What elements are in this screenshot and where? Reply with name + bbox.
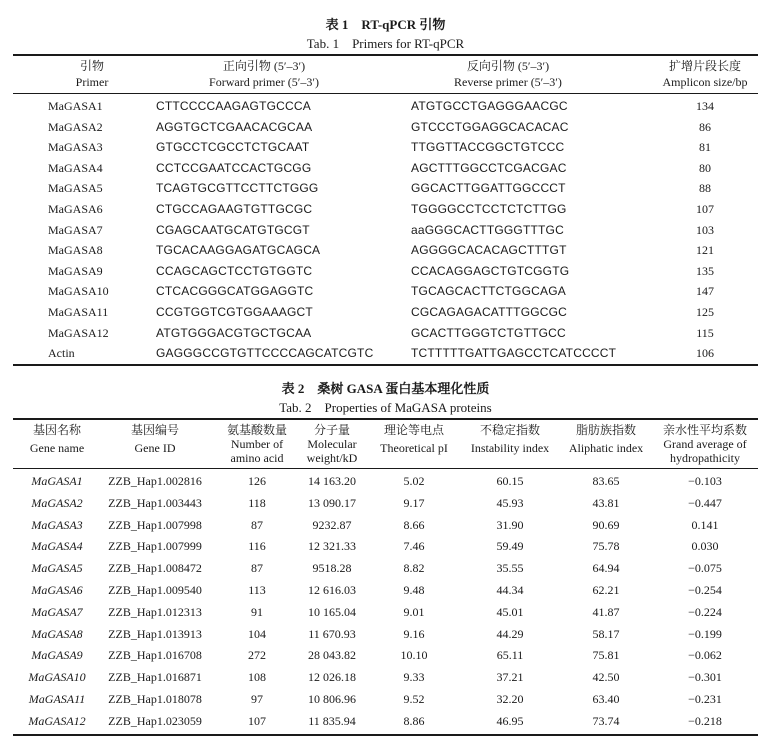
t2-cell-instability-index: 31.90 [496, 517, 524, 532]
t2-cell-amino-acid-count: 87 [251, 561, 263, 576]
t2-cell-gene-id: ZZB_Hap1.013913 [108, 626, 202, 641]
t2-cell-instability-index: 65.11 [496, 648, 524, 663]
t2-cell-gravy: 0.141 [691, 517, 719, 532]
t2-cell-aliphatic-index: 75.78 [592, 539, 620, 554]
t2-header-gravy-en2: hydropathicity [670, 451, 740, 465]
t1-cell-forward-primer: ATGTGGGACGTGCTGCAA [156, 325, 312, 340]
t2-cell-gravy: −0.062 [688, 648, 722, 663]
t1-cell-amplicon-size: 135 [696, 263, 714, 278]
t2-cell-molecular-weight: 9518.28 [312, 561, 352, 576]
t1-cell-reverse-primer: GCACTTGGGTCTGTTGCC [411, 325, 566, 340]
t2-cell-gene-name: MaGASA8 [31, 626, 83, 641]
t1-cell-primer-name: MaGASA7 [48, 222, 103, 237]
t1-header-reverse-cn: 反向引物 (5′–3′) [466, 59, 550, 73]
t2-cell-molecular-weight: 28 043.82 [308, 648, 356, 663]
t2-cell-instability-index: 37.21 [496, 670, 524, 685]
t1-cell-primer-name: MaGASA1 [48, 99, 103, 113]
t1-header-reverse-en: Reverse primer (5′–3′) [454, 75, 562, 89]
t2-cell-gene-id: ZZB_Hap1.012313 [108, 604, 202, 619]
table1-row [0, 281, 771, 303]
t2-header-gravy-cn: 亲水性平均系数 [662, 423, 748, 437]
t2-cell-molecular-weight: 12 616.03 [308, 583, 356, 597]
t2-header-instability-index-en1: Instability index [470, 441, 550, 455]
t1-cell-primer-name: MaGASA3 [48, 140, 103, 155]
t2-cell-molecular-weight: 13 090.17 [308, 495, 356, 510]
t2-cell-amino-acid-count: 116 [248, 539, 266, 554]
t2-cell-molecular-weight: 10 165.04 [308, 604, 356, 619]
t1-cell-reverse-primer: TCTTTTTGATTGAGCCTCATCCCCT [411, 346, 617, 361]
t2-cell-gravy: −0.224 [688, 604, 722, 619]
t2-cell-theoretical-pi: 8.86 [403, 713, 425, 728]
t2-cell-gene-id: ZZB_Hap1.002816 [108, 474, 202, 488]
t2-cell-aliphatic-index: 64.94 [592, 561, 620, 576]
t1-cell-reverse-primer: AGGGGCACACAGCTTTGT [411, 243, 567, 258]
t1-cell-reverse-primer: AGCTTTGGCCTCGACGAC [411, 160, 567, 175]
t2-cell-theoretical-pi: 9.33 [403, 670, 425, 685]
t1-cell-reverse-primer: CCACAGGAGCTGTCGGTG [411, 263, 570, 278]
table2-row [0, 711, 771, 733]
table2-row [0, 580, 771, 602]
table1-row [0, 96, 771, 118]
table1-row [0, 323, 771, 345]
t2-cell-gravy: −0.218 [688, 713, 722, 728]
t2-cell-aliphatic-index: 62.21 [592, 583, 620, 597]
t2-header-instability-index-cn: 不稳定指数 [479, 423, 541, 437]
t2-cell-aliphatic-index: 90.69 [592, 517, 620, 532]
t1-cell-primer-name: MaGASA4 [48, 160, 103, 175]
t1-cell-forward-primer: CTGCCAGAAGTGTTGCGC [156, 202, 313, 216]
table1-header-rule [13, 93, 758, 94]
t2-cell-amino-acid-count: 108 [248, 670, 266, 685]
t1-cell-amplicon-size: 103 [696, 222, 714, 237]
t2-cell-amino-acid-count: 118 [248, 495, 266, 510]
t2-cell-aliphatic-index: 42.50 [592, 670, 620, 685]
t1-cell-amplicon-size: 125 [696, 305, 714, 319]
t1-cell-forward-primer: TCAGTGCGTTCCTTCTGGG [156, 181, 319, 196]
t1-cell-primer-name: MaGASA5 [48, 181, 103, 196]
t1-cell-reverse-primer: CGCAGAGACATTTGGCGC [411, 305, 568, 319]
table2-caption-en: Tab. 2 Properties of MaGASA proteins [279, 400, 492, 415]
t2-header-molecular-weight-cn: 分子量 [313, 423, 351, 437]
t2-cell-amino-acid-count: 113 [248, 583, 266, 597]
table2-row [0, 558, 771, 580]
t1-cell-forward-primer: CCAGCAGCTCCTGTGGTC [156, 263, 313, 278]
t2-cell-theoretical-pi: 9.01 [403, 604, 425, 619]
t1-cell-forward-primer: AGGTGCTCGAACACGCAA [156, 119, 313, 134]
table2-row [0, 689, 771, 711]
t2-cell-instability-index: 60.15 [496, 474, 524, 488]
t1-cell-primer-name: MaGASA8 [48, 243, 103, 258]
t2-cell-molecular-weight: 12 026.18 [308, 670, 356, 685]
t2-cell-instability-index: 32.20 [496, 692, 524, 706]
t2-cell-gene-name: MaGASA9 [31, 648, 83, 663]
table2-row [0, 602, 771, 624]
t1-cell-amplicon-size: 81 [699, 140, 711, 155]
t1-cell-amplicon-size: 134 [696, 99, 714, 113]
table1-row [0, 178, 771, 200]
t2-cell-gene-name: MaGASA6 [31, 583, 83, 597]
t2-cell-gene-name: MaGASA3 [31, 517, 83, 532]
t2-cell-molecular-weight: 11 670.93 [308, 626, 356, 641]
t1-cell-reverse-primer: GGCACTTGGATTGGCCCT [411, 181, 566, 196]
t2-cell-instability-index: 44.29 [496, 626, 524, 641]
t1-cell-forward-primer: CGAGCAATGCATGTGCGT [156, 222, 310, 237]
table1-caption-cn: 表 1 RT-qPCR 引物 [325, 17, 446, 32]
t2-cell-gene-id: ZZB_Hap1.016871 [108, 670, 202, 685]
t1-header-primer-cn: 引物 [79, 59, 105, 73]
t1-cell-amplicon-size: 115 [696, 325, 714, 340]
t2-cell-amino-acid-count: 97 [251, 692, 263, 706]
table1-bottom-rule [13, 364, 758, 366]
t2-cell-amino-acid-count: 107 [248, 713, 266, 728]
t2-header-amino-acid-count-en1: Number of [230, 437, 284, 451]
t2-header-molecular-weight-en2: weight/kD [306, 451, 358, 465]
table1-row [0, 220, 771, 242]
table2-caption-cn: 表 2 桑树 GASA 蛋白基本理化性质 [281, 381, 490, 396]
t1-cell-reverse-primer: TGCAGCACTTCTGGCAGA [411, 284, 566, 299]
t2-cell-instability-index: 59.49 [496, 539, 524, 554]
t2-cell-theoretical-pi: 9.17 [403, 495, 425, 510]
t2-header-theoretical-pi-cn: 理论等电点 [383, 423, 445, 437]
t2-header-aliphatic-index-cn: 脂肪族指数 [575, 423, 637, 437]
t1-header-forward-en: Forward primer (5′–3′) [209, 75, 319, 89]
t1-cell-primer-name: MaGASA12 [48, 325, 109, 340]
t2-cell-theoretical-pi: 9.16 [403, 626, 425, 641]
t2-cell-gravy: −0.231 [688, 692, 722, 706]
table2-row [0, 624, 771, 646]
t1-cell-reverse-primer: GTCCCTGGAGGCACACAC [411, 119, 569, 134]
t1-cell-forward-primer: TGCACAAGGAGATGCAGCA [156, 243, 321, 258]
table1-row [0, 343, 771, 365]
t2-header-gene-name-en1: Gene name [29, 441, 85, 455]
t2-header-amino-acid-count-en2: amino acid [230, 451, 284, 465]
t1-cell-forward-primer: CCGTGGTCGTGGAAAGCT [156, 305, 313, 319]
t2-cell-gravy: −0.254 [688, 583, 722, 597]
table2-row [0, 493, 771, 515]
t2-cell-theoretical-pi: 9.52 [403, 692, 425, 706]
t2-cell-gene-id: ZZB_Hap1.007998 [108, 517, 202, 532]
t2-cell-amino-acid-count: 272 [248, 648, 266, 663]
t2-cell-gravy: −0.075 [688, 561, 722, 576]
t1-header-amplicon-cn: 扩增片段长度 [668, 59, 742, 73]
t1-cell-primer-name: MaGASA11 [48, 305, 109, 319]
table2-row [0, 536, 771, 558]
t2-header-amino-acid-count-cn: 氨基酸数量 [226, 423, 288, 437]
t1-cell-forward-primer: CTCACGGGCATGGAGGTC [156, 284, 314, 299]
t1-cell-primer-name: MaGASA6 [48, 202, 103, 216]
t2-cell-amino-acid-count: 104 [248, 626, 266, 641]
t2-cell-aliphatic-index: 75.81 [592, 648, 620, 663]
t2-cell-gene-id: ZZB_Hap1.009540 [108, 583, 202, 597]
table1-caption-en: Tab. 1 Primers for RT-qPCR [306, 36, 465, 51]
t2-cell-gene-id: ZZB_Hap1.018078 [108, 692, 202, 706]
t1-header-primer-en: Primer [75, 75, 109, 89]
t2-cell-amino-acid-count: 91 [251, 604, 263, 619]
table2-bottom-rule [13, 734, 758, 736]
t2-header-theoretical-pi-en1: Theoretical pI [380, 441, 448, 455]
t2-cell-amino-acid-count: 126 [248, 474, 266, 488]
t2-cell-gene-id: ZZB_Hap1.007999 [108, 539, 202, 554]
t2-cell-molecular-weight: 12 321.33 [308, 539, 356, 554]
t2-cell-gene-id: ZZB_Hap1.003443 [108, 495, 202, 510]
t2-cell-gene-name: MaGASA2 [31, 495, 83, 510]
t1-cell-forward-primer: CCTCCGAATCCACTGCGG [156, 160, 312, 175]
t2-cell-gene-name: MaGASA5 [31, 561, 83, 576]
t2-cell-theoretical-pi: 7.46 [403, 539, 425, 554]
t2-cell-aliphatic-index: 58.17 [592, 626, 620, 641]
table1-row [0, 158, 771, 180]
t2-cell-aliphatic-index: 43.81 [592, 495, 620, 510]
t2-cell-molecular-weight: 10 806.96 [308, 692, 356, 706]
t1-cell-amplicon-size: 107 [696, 202, 714, 216]
t1-cell-forward-primer: GTGCCTCGCCTCTGCAAT [156, 140, 310, 155]
t2-cell-instability-index: 35.55 [496, 561, 524, 576]
t2-cell-instability-index: 45.01 [496, 604, 524, 619]
t2-cell-theoretical-pi: 8.82 [403, 561, 425, 576]
t2-cell-gene-name: MaGASA7 [31, 604, 83, 619]
t2-cell-molecular-weight: 9232.87 [312, 517, 352, 532]
t2-cell-theoretical-pi: 5.02 [403, 474, 425, 488]
t2-header-gene-name-cn: 基因名称 [32, 423, 82, 437]
t2-cell-amino-acid-count: 87 [251, 517, 263, 532]
t1-cell-primer-name: MaGASA9 [48, 263, 103, 278]
table1-row [0, 137, 771, 159]
t2-cell-molecular-weight: 14 163.20 [308, 474, 356, 488]
table2-row [0, 471, 771, 493]
t2-cell-instability-index: 45.93 [496, 495, 524, 510]
t2-cell-gene-id: ZZB_Hap1.023059 [108, 713, 202, 728]
t2-cell-gravy: −0.199 [688, 626, 722, 641]
t2-cell-aliphatic-index: 83.65 [592, 474, 620, 488]
t2-cell-instability-index: 46.95 [496, 713, 524, 728]
t1-cell-reverse-primer: TTGGTTACCGGCTGTCCC [411, 140, 565, 155]
t2-header-gravy-en1: Grand average of [663, 437, 747, 451]
t2-cell-theoretical-pi: 10.10 [400, 648, 428, 663]
t2-header-aliphatic-index-en1: Aliphatic index [568, 441, 644, 455]
table2-row [0, 515, 771, 537]
t2-cell-gravy: −0.447 [688, 495, 722, 510]
t1-cell-primer-name: MaGASA2 [48, 119, 103, 134]
t2-header-gene-id-cn: 基因编号 [130, 423, 180, 437]
table1-row [0, 302, 771, 324]
t2-cell-theoretical-pi: 9.48 [403, 583, 425, 597]
t1-cell-primer-name: Actin [48, 346, 75, 361]
table1-row [0, 261, 771, 283]
table1-row [0, 199, 771, 221]
t2-cell-gravy: −0.103 [688, 474, 722, 488]
t2-cell-aliphatic-index: 63.40 [592, 692, 620, 706]
t1-cell-reverse-primer: ATGTGCCTGAGGGAACGC [411, 99, 568, 113]
table2-top-rule [13, 418, 758, 420]
t2-cell-gene-id: ZZB_Hap1.008472 [108, 561, 202, 576]
table2-row [0, 645, 771, 667]
t1-header-forward-cn: 正向引物 (5′–3′) [222, 59, 306, 73]
t2-cell-gene-name: MaGASA11 [28, 692, 86, 706]
t1-cell-amplicon-size: 121 [696, 243, 714, 258]
t1-cell-amplicon-size: 88 [699, 181, 711, 196]
t1-cell-amplicon-size: 106 [696, 346, 714, 361]
t2-cell-instability-index: 44.34 [496, 583, 524, 597]
t1-cell-amplicon-size: 86 [699, 119, 711, 134]
t2-cell-gene-name: MaGASA10 [28, 670, 86, 685]
t2-cell-gravy: −0.301 [688, 670, 722, 685]
t1-cell-amplicon-size: 147 [696, 284, 714, 299]
t1-cell-reverse-primer: aaGGGCACTTGGGTTTGC [411, 222, 564, 237]
t2-cell-gene-name: MaGASA4 [31, 539, 83, 554]
t2-cell-aliphatic-index: 41.87 [592, 604, 620, 619]
table2-header-rule [13, 468, 758, 469]
table1-row [0, 240, 771, 262]
t2-cell-gene-name: MaGASA12 [28, 713, 86, 728]
table1-row [0, 117, 771, 139]
t2-header-gene-id-en1: Gene ID [134, 441, 176, 455]
t1-header-amplicon-en: Amplicon size/bp [662, 75, 748, 89]
t2-cell-aliphatic-index: 73.74 [592, 713, 620, 728]
t2-cell-theoretical-pi: 8.66 [403, 517, 425, 532]
t1-cell-reverse-primer: TGGGGCCTCCTCTCTTGG [411, 202, 567, 216]
t1-cell-forward-primer: CTTCCCCAAGAGTGCCCA [156, 99, 311, 113]
table2-row [0, 667, 771, 689]
table1-top-rule [13, 54, 758, 56]
t2-header-molecular-weight-en1: Molecular [307, 437, 357, 451]
t1-cell-forward-primer: GAGGGCCGTGTTCCCCAGCATCGTC [156, 346, 374, 361]
t2-cell-gravy: 0.030 [691, 539, 719, 554]
t1-cell-primer-name: MaGASA10 [48, 284, 109, 299]
t2-cell-gene-id: ZZB_Hap1.016708 [108, 648, 202, 663]
t2-cell-molecular-weight: 11 835.94 [308, 713, 356, 728]
t2-cell-gene-name: MaGASA1 [31, 474, 83, 488]
t1-cell-amplicon-size: 80 [699, 160, 711, 175]
